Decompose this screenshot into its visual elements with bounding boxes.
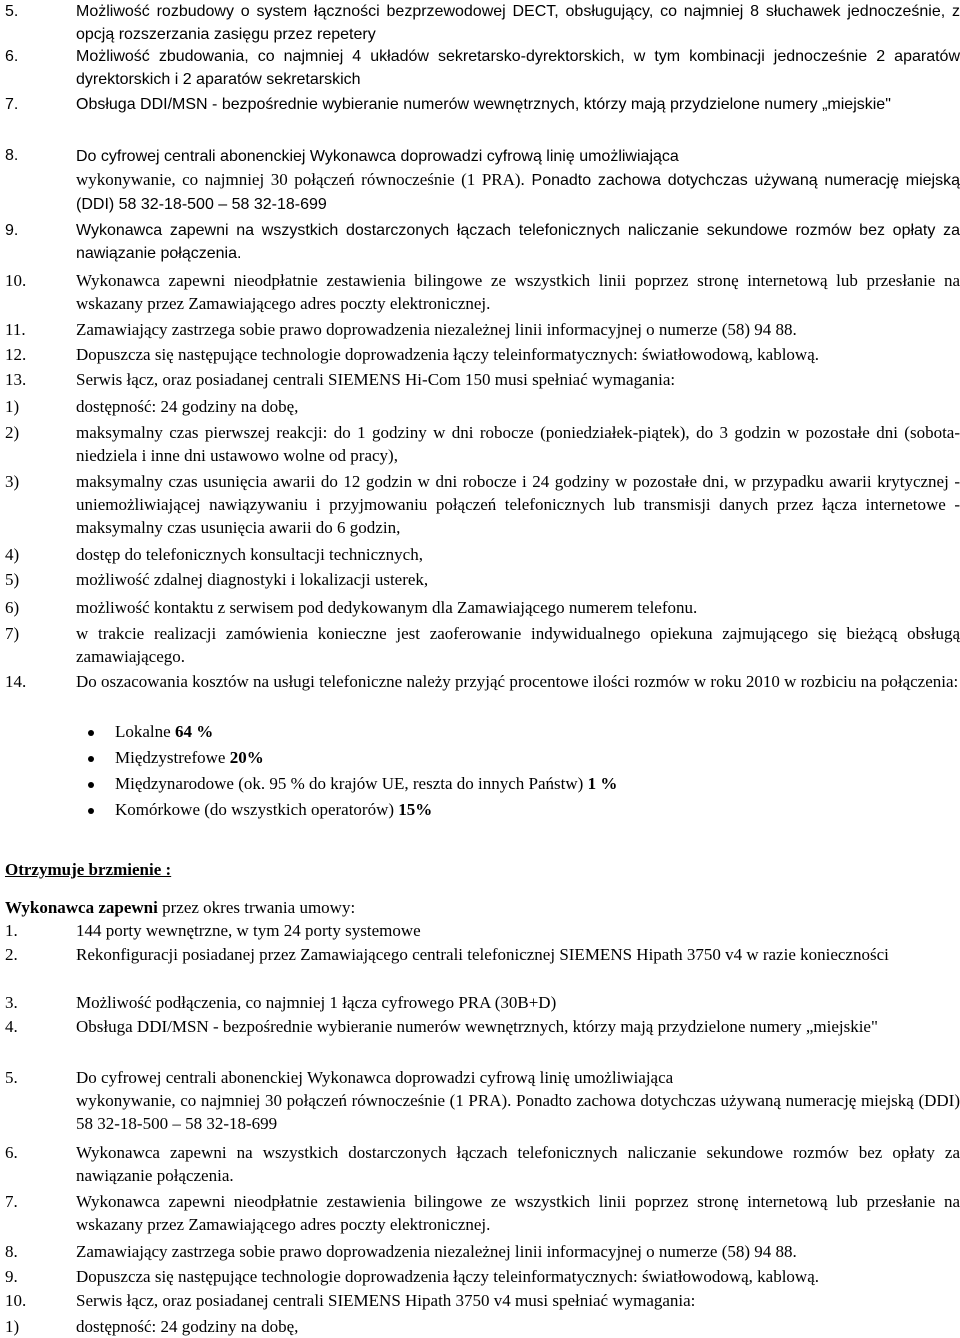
requirement-text: w trakcie realizacji zamówienia konieczne jest zaoferowanie indywidualnego opiekuna zajmującego się bieżącą obsługą zamawiającego. <box>76 624 960 666</box>
list-item-b4 <box>5 1015 960 1038</box>
requirement-text: dostępność: 24 godziny na dobę, <box>76 397 299 416</box>
list-item-b6 <box>5 1141 960 1187</box>
list-item-b3 <box>5 991 960 1014</box>
item-text: Możliwość podłączenia, co najmniej 1 łącza cyfrowego PRA (30B+D) <box>76 993 557 1012</box>
requirement-text: maksymalny czas usunięcia awarii do 12 godzin w dni robocze i 24 godziny w pozostałe dni, w przypadku awarii krytycznej - uniemożliwiającej nawiązywaniu i przyjmowaniu połączeń telefonicznych lub transmisji danych przez łącza internetowe - maksymalny czas usunięcia awarii do 6 godzin, <box>76 472 960 537</box>
requirement-number: 7) <box>5 624 20 643</box>
requirement-text: możliwość kontaktu z serwisem pod dedykowanym dla Zamawiającego numerem telefonu. <box>76 598 698 617</box>
list-item-a8 <box>5 144 960 216</box>
requirement-text: dostęp do telefonicznych konsultacji technicznych, <box>76 545 423 564</box>
item-number: 8. <box>5 147 19 164</box>
item-number: 10. <box>5 1291 27 1310</box>
requirement-a3 <box>5 470 960 539</box>
item-number: 7. <box>5 96 19 113</box>
requirement-a4 <box>5 543 960 566</box>
item-text: Serwis łącz, oraz posiadanej centrali SIEMENS Hi-Com 150 musi spełniać wymagania: <box>76 370 676 389</box>
bullet-item-interzonal <box>88 746 264 769</box>
item-text: Rekonfiguracji posiadanej przez Zamawiającego centrali telefonicznej SIEMENS Hipath 3750 v4 w razie konieczności <box>76 945 889 964</box>
bullet-icon <box>88 756 94 762</box>
item-number: 13. <box>5 370 27 389</box>
requirement-a7 <box>5 622 960 668</box>
requirement-number: 6) <box>5 598 20 617</box>
requirement-number: 1) <box>5 1317 20 1336</box>
list-item-a9 <box>5 219 960 265</box>
item-number: 1. <box>5 921 18 940</box>
list-item-b10 <box>5 1289 960 1312</box>
item-number: 11. <box>5 320 26 339</box>
item-text: Wykonawca zapewni nieodpłatnie zestawienia bilingowe ze wszystkich linii poprzez stronę internetową lub przesłanie na wskazany przez Zamawiającego adres poczty elektronicznej. <box>76 271 960 313</box>
list-item-b1 <box>5 919 960 942</box>
requirement-text: dostępność: 24 godziny na dobę, <box>76 1317 299 1336</box>
bullet-value: 15% <box>398 800 433 819</box>
requirement-number: 4) <box>5 545 20 564</box>
item-number: 6. <box>5 1143 18 1162</box>
bullet-value: 20% <box>229 748 264 767</box>
item-text: Dopuszcza się następujące technologie doprowadzenia łączy teleinformatycznych: światłowodową, kablową. <box>76 1267 819 1286</box>
bullet-item-local <box>88 720 213 743</box>
item-number: 14. <box>5 672 27 691</box>
item-number: 2. <box>5 945 18 964</box>
section-heading: Otrzymuje brzmienie : <box>5 860 172 879</box>
item-text-a: Do cyfrowej centrali abonenckiej Wykonawca doprowadzi cyfrową linię umożliwiająca <box>76 1068 674 1087</box>
item-text: Wykonawca zapewni na wszystkich dostarczonych łączach telefonicznych naliczanie sekundowe rozmów bez opłaty za nawiązanie połączenia. <box>76 1143 960 1185</box>
bullet-value: 1 % <box>587 774 618 793</box>
list-item-a14 <box>5 670 960 693</box>
bullet-label: Komórkowe (do wszystkich operatorów) <box>115 800 399 819</box>
list-item-a6 <box>5 45 960 91</box>
item-number: 7. <box>5 1192 18 1211</box>
list-item-a11 <box>5 318 960 341</box>
item-text: Obsługa DDI/MSN - bezpośrednie wybieranie numerów wewnętrznych, którzy mają przydzielone numery „miejskie" <box>76 1017 878 1036</box>
item-text-b: wykonywanie, co najmniej 30 połączeń równocześnie (1 PRA). Ponadto zachowa dotychczas używaną numerację miejską (DDI) 58 32-18-500 – 58 32-18-699 <box>76 1091 960 1133</box>
item-text-c: Ponadto zachowa dotychczas używaną numerację miejską (DDI) 58 32-18-500 – 58 32-18-699 <box>76 172 960 213</box>
requirement-text: maksymalny czas pierwszej reakcji: do 1 godziny w dni robocze (poniedziałek-piątek), do 3 godzin w pozostałe dni (sobota-niedziela i inne dni ustawowo wolne od pracy), <box>76 423 960 465</box>
bullet-icon <box>88 808 94 814</box>
item-text: Możliwość zbudowania, co najmniej 4 układów sekretarsko-dyrektorskich, w tym kombinacji jednocześnie 2 aparatów dyrektorskich i 2 aparatów sekretarskich <box>76 48 960 88</box>
item-number: 10. <box>5 271 27 290</box>
requirement-a1 <box>5 395 960 418</box>
item-text: Dopuszcza się następujące technologie doprowadzenia łączy teleinformatycznych: światłowodową, kablową. <box>76 345 819 364</box>
item-number: 6. <box>5 48 19 65</box>
item-text: Zamawiający zastrzega sobie prawo doprowadzenia niezależnej linii informacyjnej o numerze (58) 94 88. <box>76 1242 797 1261</box>
item-number: 9. <box>5 222 19 239</box>
requirement-number: 1) <box>5 397 20 416</box>
bullet-icon <box>88 782 94 788</box>
bullet-label: Międzynarodowe (ok. 95 % do krajów UE, reszta do innych Państw) <box>115 774 588 793</box>
requirement-number: 3) <box>5 472 20 491</box>
item-text: Obsługa DDI/MSN - bezpośrednie wybieranie numerów wewnętrznych, którzy mają przydzielone numery „miejskie" <box>76 96 891 113</box>
list-item-a13 <box>5 368 960 391</box>
list-item-b2 <box>5 943 960 966</box>
intro-rest: przez okres trwania umowy: <box>157 898 356 917</box>
intro-bold: Wykonawca zapewni <box>5 898 158 917</box>
intro-line <box>5 896 355 919</box>
item-text: Serwis łącz, oraz posiadanej centrali SIEMENS Hipath 3750 v4 musi spełniać wymagania: <box>76 1291 696 1310</box>
requirement-a2 <box>5 421 960 467</box>
item-number: 5. <box>5 3 19 20</box>
item-text: Wykonawca zapewni na wszystkich dostarczonych łączach telefonicznych naliczanie sekundowe rozmów bez opłaty za nawiązanie połączenia. <box>76 222 960 262</box>
item-text: 144 porty wewnętrzne, w tym 24 porty systemowe <box>76 921 421 940</box>
bullet-value: 64 % <box>174 722 214 741</box>
requirement-text: możliwość zdalnej diagnostyki i lokalizacji usterek, <box>76 570 429 589</box>
item-number: 4. <box>5 1017 18 1036</box>
list-item-b9 <box>5 1265 960 1288</box>
requirement-number: 2) <box>5 423 20 442</box>
list-item-b5 <box>5 1066 960 1135</box>
list-item-b7 <box>5 1190 960 1236</box>
list-item-a12 <box>5 343 960 366</box>
requirement-a6 <box>5 596 960 619</box>
item-text-a: Do cyfrowej centrali abonenckiej Wykonawca doprowadzi cyfrową linię umożliwiająca <box>76 148 679 165</box>
list-item-b8 <box>5 1240 960 1263</box>
item-number: 8. <box>5 1242 18 1261</box>
bullet-item-mobile <box>88 798 432 821</box>
bullet-label: Międzystrefowe <box>115 748 230 767</box>
item-number: 3. <box>5 993 18 1012</box>
bullet-icon <box>88 730 94 736</box>
list-item-a7 <box>5 93 960 116</box>
requirement-b1 <box>5 1315 298 1338</box>
bullet-item-international <box>88 772 617 795</box>
item-text: Możliwość rozbudowy o system łączności bezprzewodowej DECT, obsługujący, co najmniej 8 słuchawek jednocześnie, z opcją rozszerzania zasięgu przez repetery <box>76 3 960 43</box>
item-text-b: wykonywanie, co najmniej 30 połączeń równocześnie (1 PRA). <box>76 170 525 189</box>
list-item-a10 <box>5 269 960 315</box>
list-item-a5 <box>5 0 960 46</box>
item-number: 5. <box>5 1068 18 1087</box>
item-text: Wykonawca zapewni nieodpłatnie zestawienia bilingowe ze wszystkich linii poprzez stronę internetową lub przesłanie na wskazany przez Zamawiającego adres poczty elektronicznej. <box>76 1192 960 1234</box>
bullet-label: Lokalne <box>115 722 175 741</box>
item-number: 9. <box>5 1267 18 1286</box>
item-text: Zamawiający zastrzega sobie prawo doprowadzenia niezależnej linii informacyjnej o numerze (58) 94 88. <box>76 320 797 339</box>
item-text: Do oszacowania kosztów na usługi telefoniczne należy przyjąć procentowe ilości rozmów w roku 2010 w rozbiciu na połączenia: <box>76 672 959 691</box>
requirement-a5 <box>5 568 960 591</box>
item-number: 12. <box>5 345 27 364</box>
requirement-number: 5) <box>5 570 20 589</box>
